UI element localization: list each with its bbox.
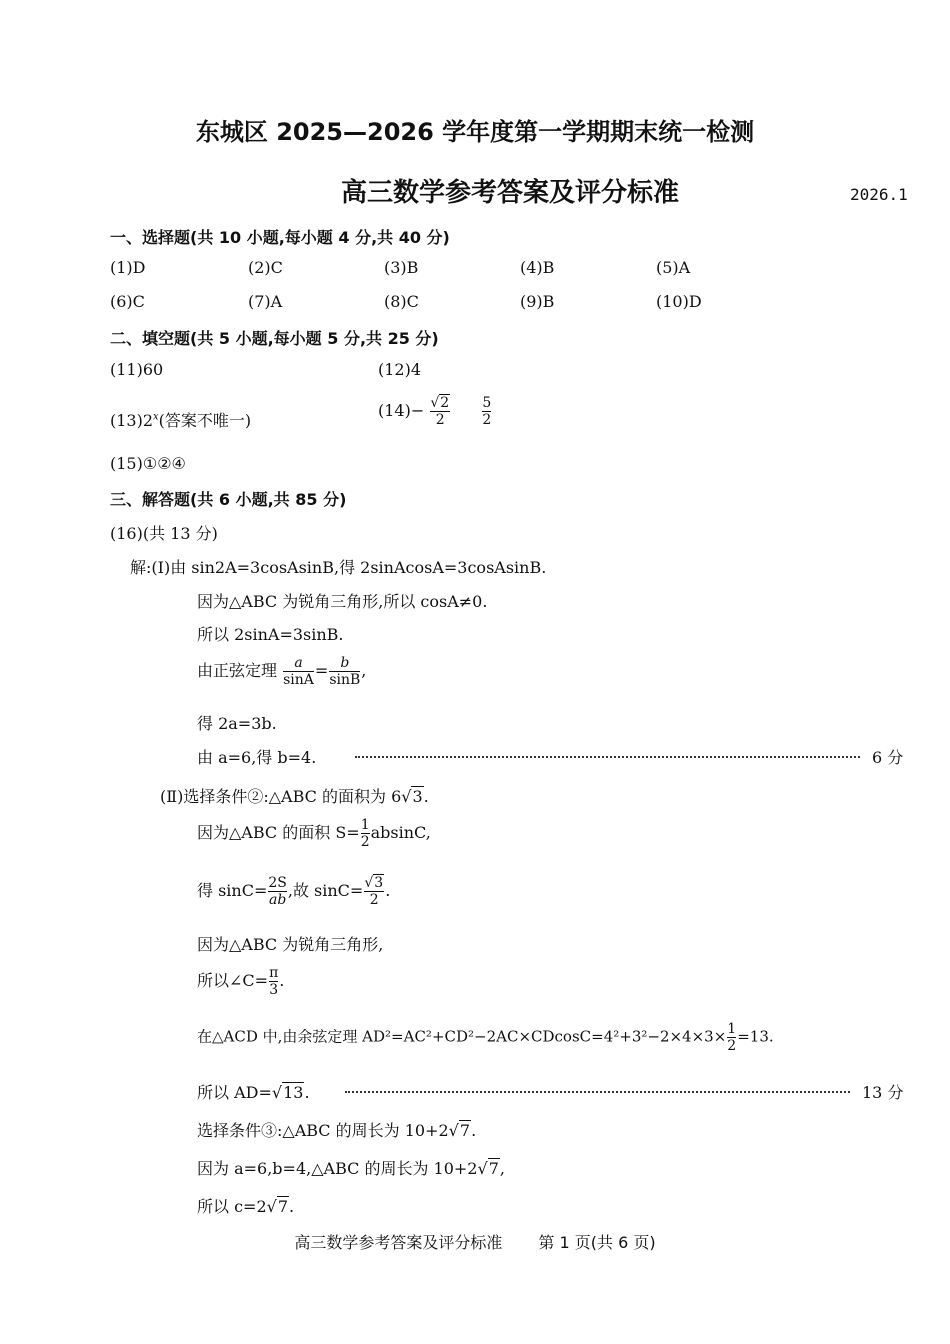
perimeter-radicand: 7: [488, 1159, 499, 1178]
solution-line-2: 因为△ABC 为锐角三角形,所以 cosA≠0.: [197, 592, 488, 611]
sine-law-numerator-1: a: [294, 655, 303, 671]
answer-9: (9)B: [520, 292, 555, 311]
area-formula-prefix: 因为△ABC 的面积 S=: [197, 823, 360, 843]
answer-15: (15)①②④: [110, 454, 186, 473]
cosine-law-denominator: 2: [727, 1037, 737, 1054]
sine-law-label: 由正弦定理: [197, 661, 278, 681]
solution-line-8: [197, 876, 390, 907]
condition-3-suffix: .: [471, 1121, 477, 1140]
document-title: 东城区 2025—2026 学年度第一学期期末统一检测: [195, 118, 755, 146]
solution-line-4: [197, 656, 366, 687]
score-leader-2: [345, 1091, 850, 1093]
part-2-prefix: (Ⅱ)选择条件②:△ABC 的面积为 6: [160, 787, 402, 806]
side-c-radicand: 7: [277, 1197, 289, 1216]
area-formula-suffix: absinC,: [370, 823, 431, 843]
condition-3-prefix: 选择条件③:△ABC 的周长为 10+2: [197, 1121, 449, 1140]
answer-4: (4)B: [520, 258, 555, 277]
perimeter-suffix: ,: [499, 1159, 505, 1178]
cosine-law-prefix: 在△ACD 中,由余弦定理 AD²=AC²+CD²−2AC×CDcosC=4²+3²−2×4×3×: [197, 1027, 727, 1046]
answer-10: (10)D: [656, 292, 702, 311]
section-fill-heading: 二、填空题(共 5 小题,每小题 5 分,共 25 分): [110, 329, 439, 348]
solution-line-10: [197, 966, 284, 997]
solution-line-14: 因为 a=6,b=4,△ABC 的周长为 10+2√7,: [197, 1159, 505, 1178]
sine-law-equals: =: [314, 661, 329, 681]
side-c-suffix: .: [289, 1197, 295, 1216]
side-c-prefix: 所以 c=2: [197, 1197, 267, 1216]
cosine-law-suffix: =13.: [737, 1027, 774, 1046]
sine-law-denominator-2: sinB: [329, 671, 361, 688]
ad-suffix: .: [304, 1083, 310, 1102]
solution-line-7: [197, 818, 431, 849]
solution-line-5: 得 2a=3b.: [197, 714, 277, 733]
answer-13-base: (13)2: [110, 411, 154, 430]
answer-14-fraction-1: $\frac{√2}{2}$: [430, 395, 450, 428]
answer-13-note: (答案不唯一): [158, 411, 252, 430]
angle-c-suffix: .: [279, 971, 285, 991]
solution-line-13: 选择条件③:△ABC 的周长为 10+2√7.: [197, 1121, 477, 1140]
score-2: 13 分: [862, 1083, 904, 1102]
sinc-prefix: 得 sinC=: [197, 881, 268, 901]
solution-line-3: 所以 2sinA=3sinB.: [197, 625, 344, 644]
answer-5: (5)A: [656, 258, 691, 277]
angle-c-numerator: π: [269, 965, 279, 981]
sinc-fraction-1: [268, 876, 287, 907]
footer-page-number: 第 1 页(共 6 页): [538, 1233, 656, 1252]
answer-14-denominator-2: 2: [482, 411, 492, 428]
sine-law-denominator-1: sinA: [283, 671, 314, 688]
angle-c-fraction: [269, 966, 278, 997]
angle-c-denominator: 3: [269, 981, 279, 998]
solution-line-11: [197, 1022, 774, 1053]
condition-3-radicand: 7: [459, 1121, 471, 1140]
answer-1: (1)D: [110, 258, 146, 277]
part-2-suffix: .: [423, 787, 429, 806]
part-2-condition-2: (Ⅱ)选择条件②:△ABC 的面积为 6√3.: [160, 787, 429, 806]
sine-law-fraction-2: [329, 656, 360, 687]
section-choice-heading: 一、选择题(共 10 小题,每小题 4 分,共 40 分): [110, 228, 450, 247]
sine-law-suffix: ,: [361, 661, 367, 681]
answer-11: (11)60: [110, 360, 164, 379]
answer-12: (12)4: [378, 360, 422, 379]
answer-7: (7)A: [248, 292, 283, 311]
solution-line-6: 由 a=6,得 b=4.: [197, 748, 317, 767]
section-solve-heading: 三、解答题(共 6 小题,共 85 分): [110, 490, 347, 509]
answer-3: (3)B: [384, 258, 419, 277]
ad-radicand: 13: [283, 1083, 304, 1102]
sinc-numerator-1: 2S: [268, 875, 287, 891]
answer-14-prefix: (14)−: [378, 401, 425, 421]
answer-14-numerator-2: 5: [482, 395, 492, 411]
solution-line-15: 所以 c=2√7.: [197, 1197, 295, 1216]
document-subtitle: 高三数学参考答案及评分标准: [340, 178, 679, 208]
document-date: 2026.1: [850, 185, 908, 204]
sinc-radicand: 3: [374, 875, 384, 891]
perimeter-prefix: 因为 a=6,b=4,△ABC 的周长为 10+2: [197, 1159, 478, 1178]
answer-13: [110, 408, 251, 431]
answer-14-radicand: 2: [440, 395, 450, 411]
score-1: 6 分: [872, 748, 904, 767]
score-leader-1: [355, 756, 860, 758]
sinc-middle: ,故 sinC=: [287, 881, 364, 901]
cosine-law-fraction: [727, 1022, 736, 1053]
question-16-heading: (16)(共 13 分): [110, 524, 218, 543]
answer-6: (6)C: [110, 292, 145, 311]
sine-law-fraction-1: [283, 656, 314, 687]
solution-line-1: 解:(Ⅰ)由 sin2A=3cosAsinB,得 2sinAcosA=3cosAsinB.: [130, 558, 547, 577]
answer-14-fraction-2: [482, 396, 491, 427]
cosine-law-numerator: 1: [727, 1021, 737, 1037]
angle-c-prefix: 所以∠C=: [197, 971, 269, 991]
sinc-suffix: .: [385, 881, 391, 901]
area-formula-fraction: [361, 818, 370, 849]
answer-2: (2)C: [248, 258, 283, 277]
sine-law-numerator-2: b: [340, 655, 350, 671]
answer-13-exponent: x: [153, 411, 159, 423]
answer-14: [378, 396, 492, 427]
sinc-denominator-1: ab: [268, 891, 287, 908]
page-footer: [0, 1230, 950, 1253]
ad-prefix: 所以 AD=: [197, 1083, 272, 1102]
sinc-denominator-2: 2: [364, 891, 384, 908]
area-formula-numerator: 1: [360, 817, 370, 833]
part-2-radicand: 3: [412, 787, 423, 806]
sinc-fraction-2: $\frac{√3}{2}$: [364, 875, 384, 908]
answer-14-denominator-1: 2: [430, 411, 450, 428]
footer-title: 高三数学参考答案及评分标准: [294, 1233, 503, 1252]
area-formula-denominator: 2: [360, 833, 370, 850]
solution-line-12: 所以 AD=√13.: [197, 1083, 310, 1102]
solution-line-9: 因为△ABC 为锐角三角形,: [197, 935, 384, 954]
answer-8: (8)C: [384, 292, 419, 311]
